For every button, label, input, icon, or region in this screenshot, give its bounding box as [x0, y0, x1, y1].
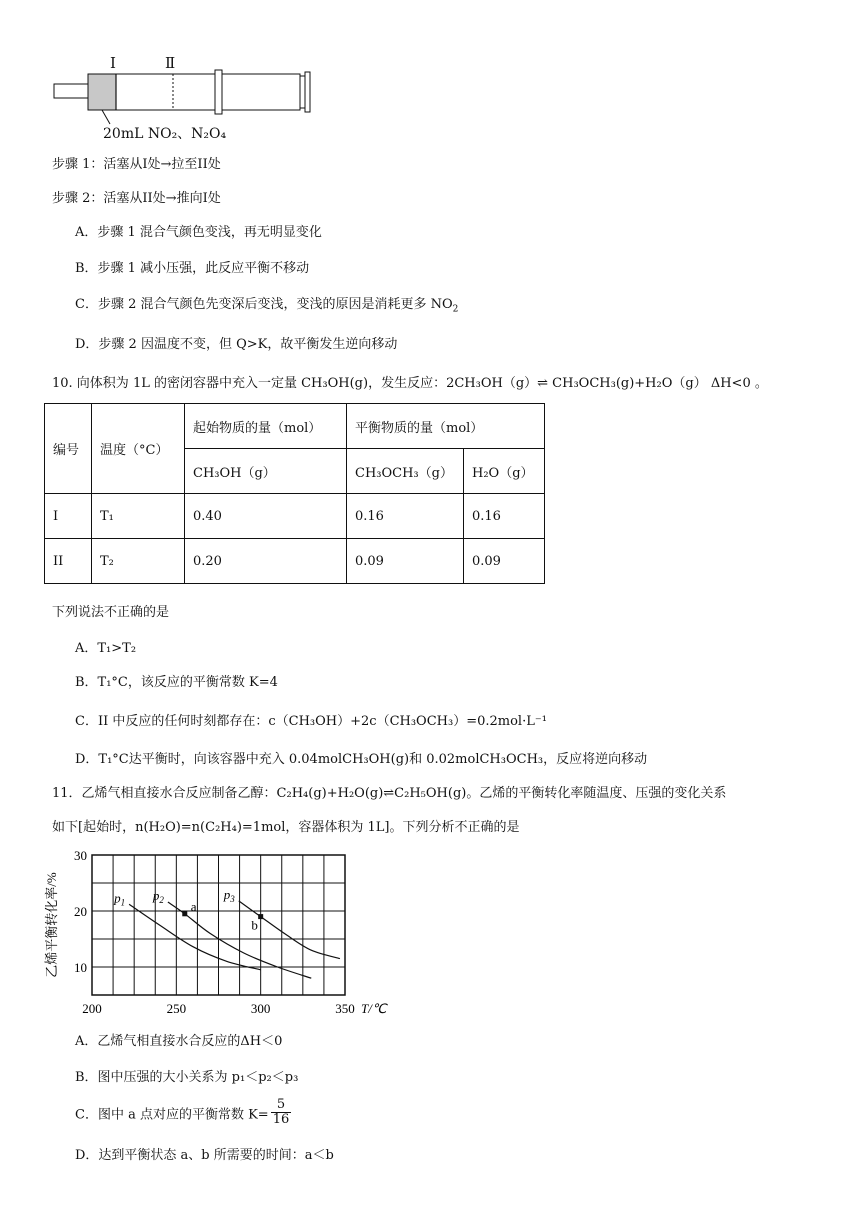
table-header-equilibrium: 平衡物质的量（mol） — [347, 404, 545, 449]
table-cell: 0.09 — [347, 539, 464, 584]
point-label: b — [251, 917, 258, 933]
table-header-start: 起始物质的量（mol） — [185, 404, 347, 449]
q11-option-c — [75, 1098, 291, 1128]
table-row — [45, 539, 545, 584]
table-subheader-h2o: H₂O（g） — [464, 449, 545, 494]
syringe-caption: 20mL NO₂、N₂O₄ — [103, 126, 227, 142]
x-tick-label: 200 — [82, 1001, 102, 1016]
q10-question: 下列说法不正确的是 — [52, 605, 170, 620]
x-tick-label: 300 — [250, 1001, 271, 1016]
q10-option-b: B．T₁°C，该反应的平衡常数 K=4 — [75, 675, 278, 690]
table-cell: 0.16 — [347, 494, 464, 539]
data-point — [258, 914, 263, 919]
q9-option-b: B．步骤 1 减小压强，此反应平衡不移动 — [75, 261, 310, 276]
table-cell: 0.40 — [185, 494, 347, 539]
k-fraction — [271, 1098, 292, 1128]
table-cell: 0.16 — [464, 494, 545, 539]
table-subheader-ch3oh: CH₃OH（g） — [185, 449, 347, 494]
q11-option-b: B．图中压强的大小关系为 p₁＜p₂＜p₃ — [75, 1070, 299, 1085]
data-point — [182, 911, 187, 916]
q9-option-c-text: C．步骤 2 混合气颜色先变深后变浅，变浅的原因是消耗更多 NO — [75, 297, 453, 312]
conversion-chart — [40, 843, 400, 1018]
q10-option-c: C．II 中反应的任何时刻都存在：c（CH₃OH）+2c（CH₃OCH₃）=0.2mol·L⁻¹ — [75, 714, 547, 729]
syringe-label-II: Ⅱ — [165, 54, 176, 72]
q9-option-a: A．步骤 1 混合气颜色变浅，再无明显变化 — [75, 225, 322, 240]
q9-option-c-sub: 2 — [452, 304, 459, 315]
q9-option-d: D．步骤 2 因温度不变，但 Q>K，故平衡发生逆向移动 — [75, 337, 398, 352]
table-row — [45, 494, 545, 539]
q11-stem-line1: 11．乙烯气相直接水合反应制备乙醇：C₂H₄(g)+H₂O(g)⇌C₂H₅OH(g)。乙烯的平衡转化率随温度、压强的变化关系 — [52, 786, 727, 801]
table-cell: T₁ — [92, 494, 185, 539]
series-line-p1 — [129, 904, 261, 970]
y-axis-label: 乙烯平衡转化率/% — [44, 872, 59, 978]
k-fraction-numerator: 5 — [271, 1098, 292, 1113]
x-tick-label: 350 — [335, 1001, 355, 1016]
series-label: $p_3$ — [223, 886, 235, 904]
table-cell: I — [45, 494, 92, 539]
q10-option-d: D．T₁°C达平衡时，向该容器中充入 0.04molCH₃OH(g)和 0.02molCH₃OCH₃，反应将逆向移动 — [75, 752, 648, 767]
y-tick-label: 20 — [74, 904, 87, 919]
table-subheader-ch3och3: CH₃OCH₃（g） — [347, 449, 464, 494]
series-label: $p_2$ — [152, 888, 164, 906]
table-cell: T₂ — [92, 539, 185, 584]
q10-option-a: A．T₁>T₂ — [75, 641, 137, 656]
step-1: 步骤 1：活塞从I处→拉至II处 — [52, 157, 221, 172]
y-tick-label: 10 — [74, 960, 87, 975]
k-fraction-denominator: 16 — [272, 1112, 290, 1128]
table-cell: 0.09 — [464, 539, 545, 584]
q10-stem: 10. 向体积为 1L 的密闭容器中充入一定量 CH₃OH(g)，发生反应：2CH₃OH（g）⇌ CH₃OCH₃(g)+H₂O（g） ΔH<0 。 — [52, 376, 768, 391]
table-cell: II — [45, 539, 92, 584]
syringe-label-I: I — [110, 54, 116, 72]
x-tick-label: 250 — [166, 1001, 187, 1016]
q10-data-table — [44, 403, 545, 584]
x-axis-label: T/℃ — [361, 1001, 387, 1016]
table-header-id: 编号 — [45, 404, 92, 494]
step-2: 步骤 2：活塞从II处→推向I处 — [52, 191, 221, 206]
q11-stem-line2: 如下[起始时，n(H₂O)=n(C₂H₄)=1mol，容器体积为 1L]。下列分析不正确的是 — [52, 820, 520, 835]
table-cell: 0.20 — [185, 539, 347, 584]
series-label: $p_1$ — [114, 890, 126, 908]
y-tick-label: 30 — [74, 848, 87, 863]
q11-option-a: A．乙烯气相直接水合反应的ΔH＜0 — [75, 1034, 283, 1049]
q9-option-c — [75, 293, 458, 315]
q11-option-d: D．达到平衡状态 a、b 所需要的时间：a＜b — [75, 1148, 334, 1163]
point-label: a — [190, 898, 197, 914]
q11-option-c-text: C．图中 a 点对应的平衡常数 K= — [75, 1107, 269, 1123]
table-header-temp: 温度（°C） — [92, 404, 185, 494]
